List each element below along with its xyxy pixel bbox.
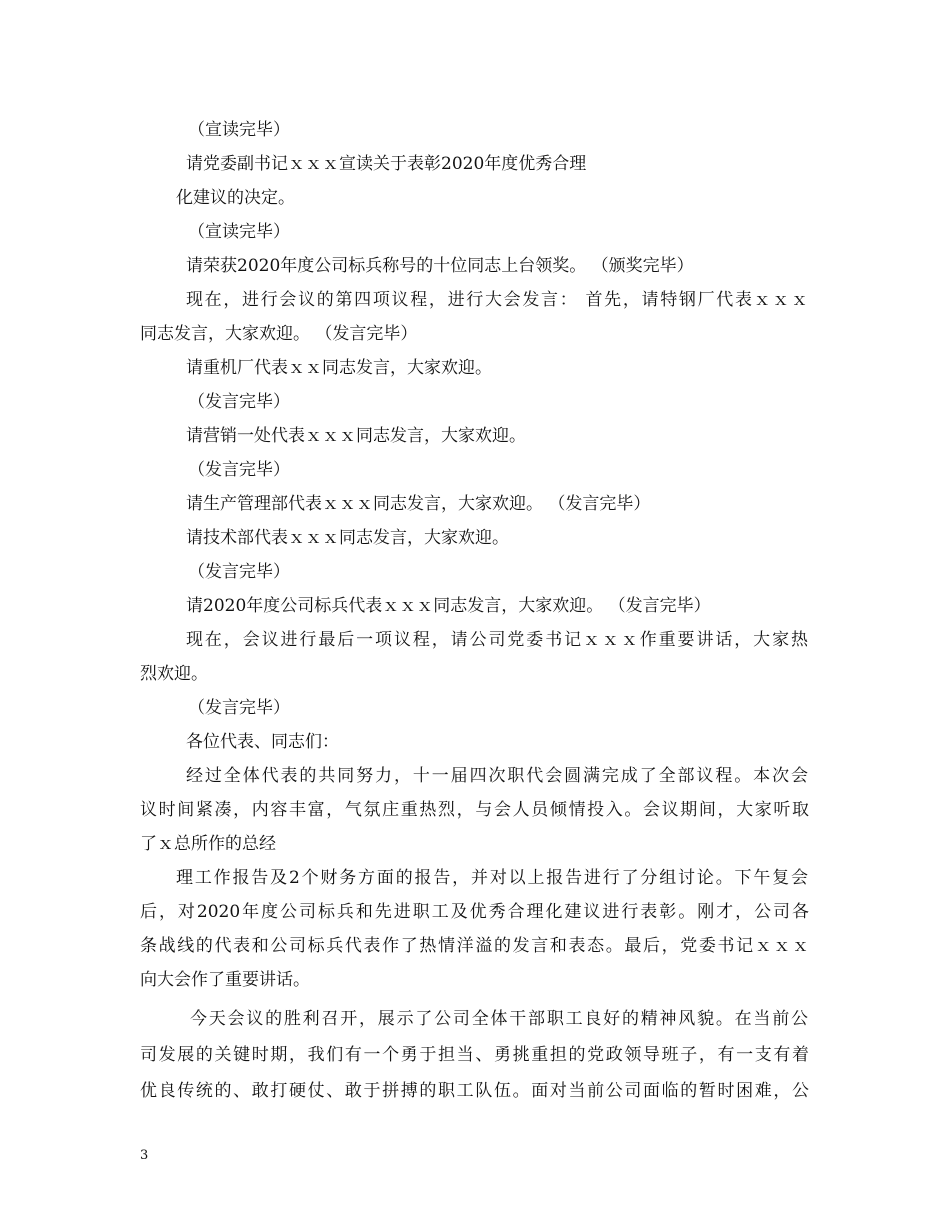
text-line: 化建议的决定。: [176, 188, 295, 208]
text-line: 请营销一处代表ｘｘｘ同志发言，大家欢迎。: [186, 426, 526, 446]
text-line: 请党委副书记ｘｘｘ宣读关于表彰2020年度优秀合理: [186, 154, 587, 174]
text-line: 经过全体代表的共同努力，十一届四次职代会圆满完成了全部议程。本次会: [186, 766, 808, 786]
text-line: 向大会作了重要讲话。: [140, 970, 310, 990]
text-line: 同志发言，大家欢迎。 （发言完毕）: [140, 324, 418, 344]
text-line: （宣读完毕）: [188, 120, 290, 140]
text-line: 请技术部代表ｘｘｘ同志发言，大家欢迎。: [186, 528, 509, 548]
text-line: 请重机厂代表ｘｘ同志发言，大家欢迎。: [186, 358, 492, 378]
text-line: 议时间紧凑，内容丰富，气氛庄重热烈，与会人员倾情投入。会议期间，大家听取: [140, 800, 809, 820]
text-line: （发言完毕）: [188, 562, 290, 582]
text-line: 现在，会议进行最后一项议程，请公司党委书记ｘｘｘ作重要讲话，大家热: [186, 630, 808, 650]
text-line: （宣读完毕）: [188, 222, 290, 242]
text-line: 今天会议的胜利召开，展示了公司全体干部职工良好的精神风貌。在当前公: [190, 1009, 808, 1029]
text-line: 请荣获2020年度公司标兵称号的十位同志上台领奖。 （颁奖完毕）: [186, 256, 694, 276]
text-line: 了ｘ总所作的总经: [140, 834, 276, 854]
text-line: 烈欢迎。: [140, 664, 208, 684]
text-line: 条战线的代表和公司标兵代表作了热情洋溢的发言和表态。最后，党委书记ｘｘｘ: [140, 936, 809, 956]
text-line: 请2020年度公司标兵代表ｘｘｘ同志发言，大家欢迎。 （发言完毕）: [186, 596, 711, 616]
text-line: （发言完毕）: [188, 392, 290, 412]
page-number: 3: [140, 1148, 149, 1163]
text-line: 优良传统的、敢打硬仗、敢于拼搏的职工队伍。面对当前公司面临的暂时困难，公: [140, 1081, 809, 1101]
text-line: 理工作报告及2个财务方面的报告，并对以上报告进行了分组讨论。下午复会: [176, 868, 808, 888]
text-line: 请生产管理部代表ｘｘｘ同志发言，大家欢迎。 （发言完毕）: [186, 494, 651, 514]
text-line: 司发展的关键时期，我们有一个勇于担当、勇挑重担的党政领导班子，有一支有着: [140, 1045, 809, 1065]
text-line: 现在，进行会议的第四项议程，进行大会发言： 首先，请特钢厂代表ｘｘｘ: [186, 290, 808, 310]
text-line: 各位代表、同志们：: [186, 732, 339, 752]
text-line: （发言完毕）: [188, 698, 290, 718]
text-line: 后，对2020年度公司标兵和先进职工及优秀合理化建议进行表彰。刚才，公司各: [140, 902, 809, 922]
text-line: （发言完毕）: [188, 460, 290, 480]
